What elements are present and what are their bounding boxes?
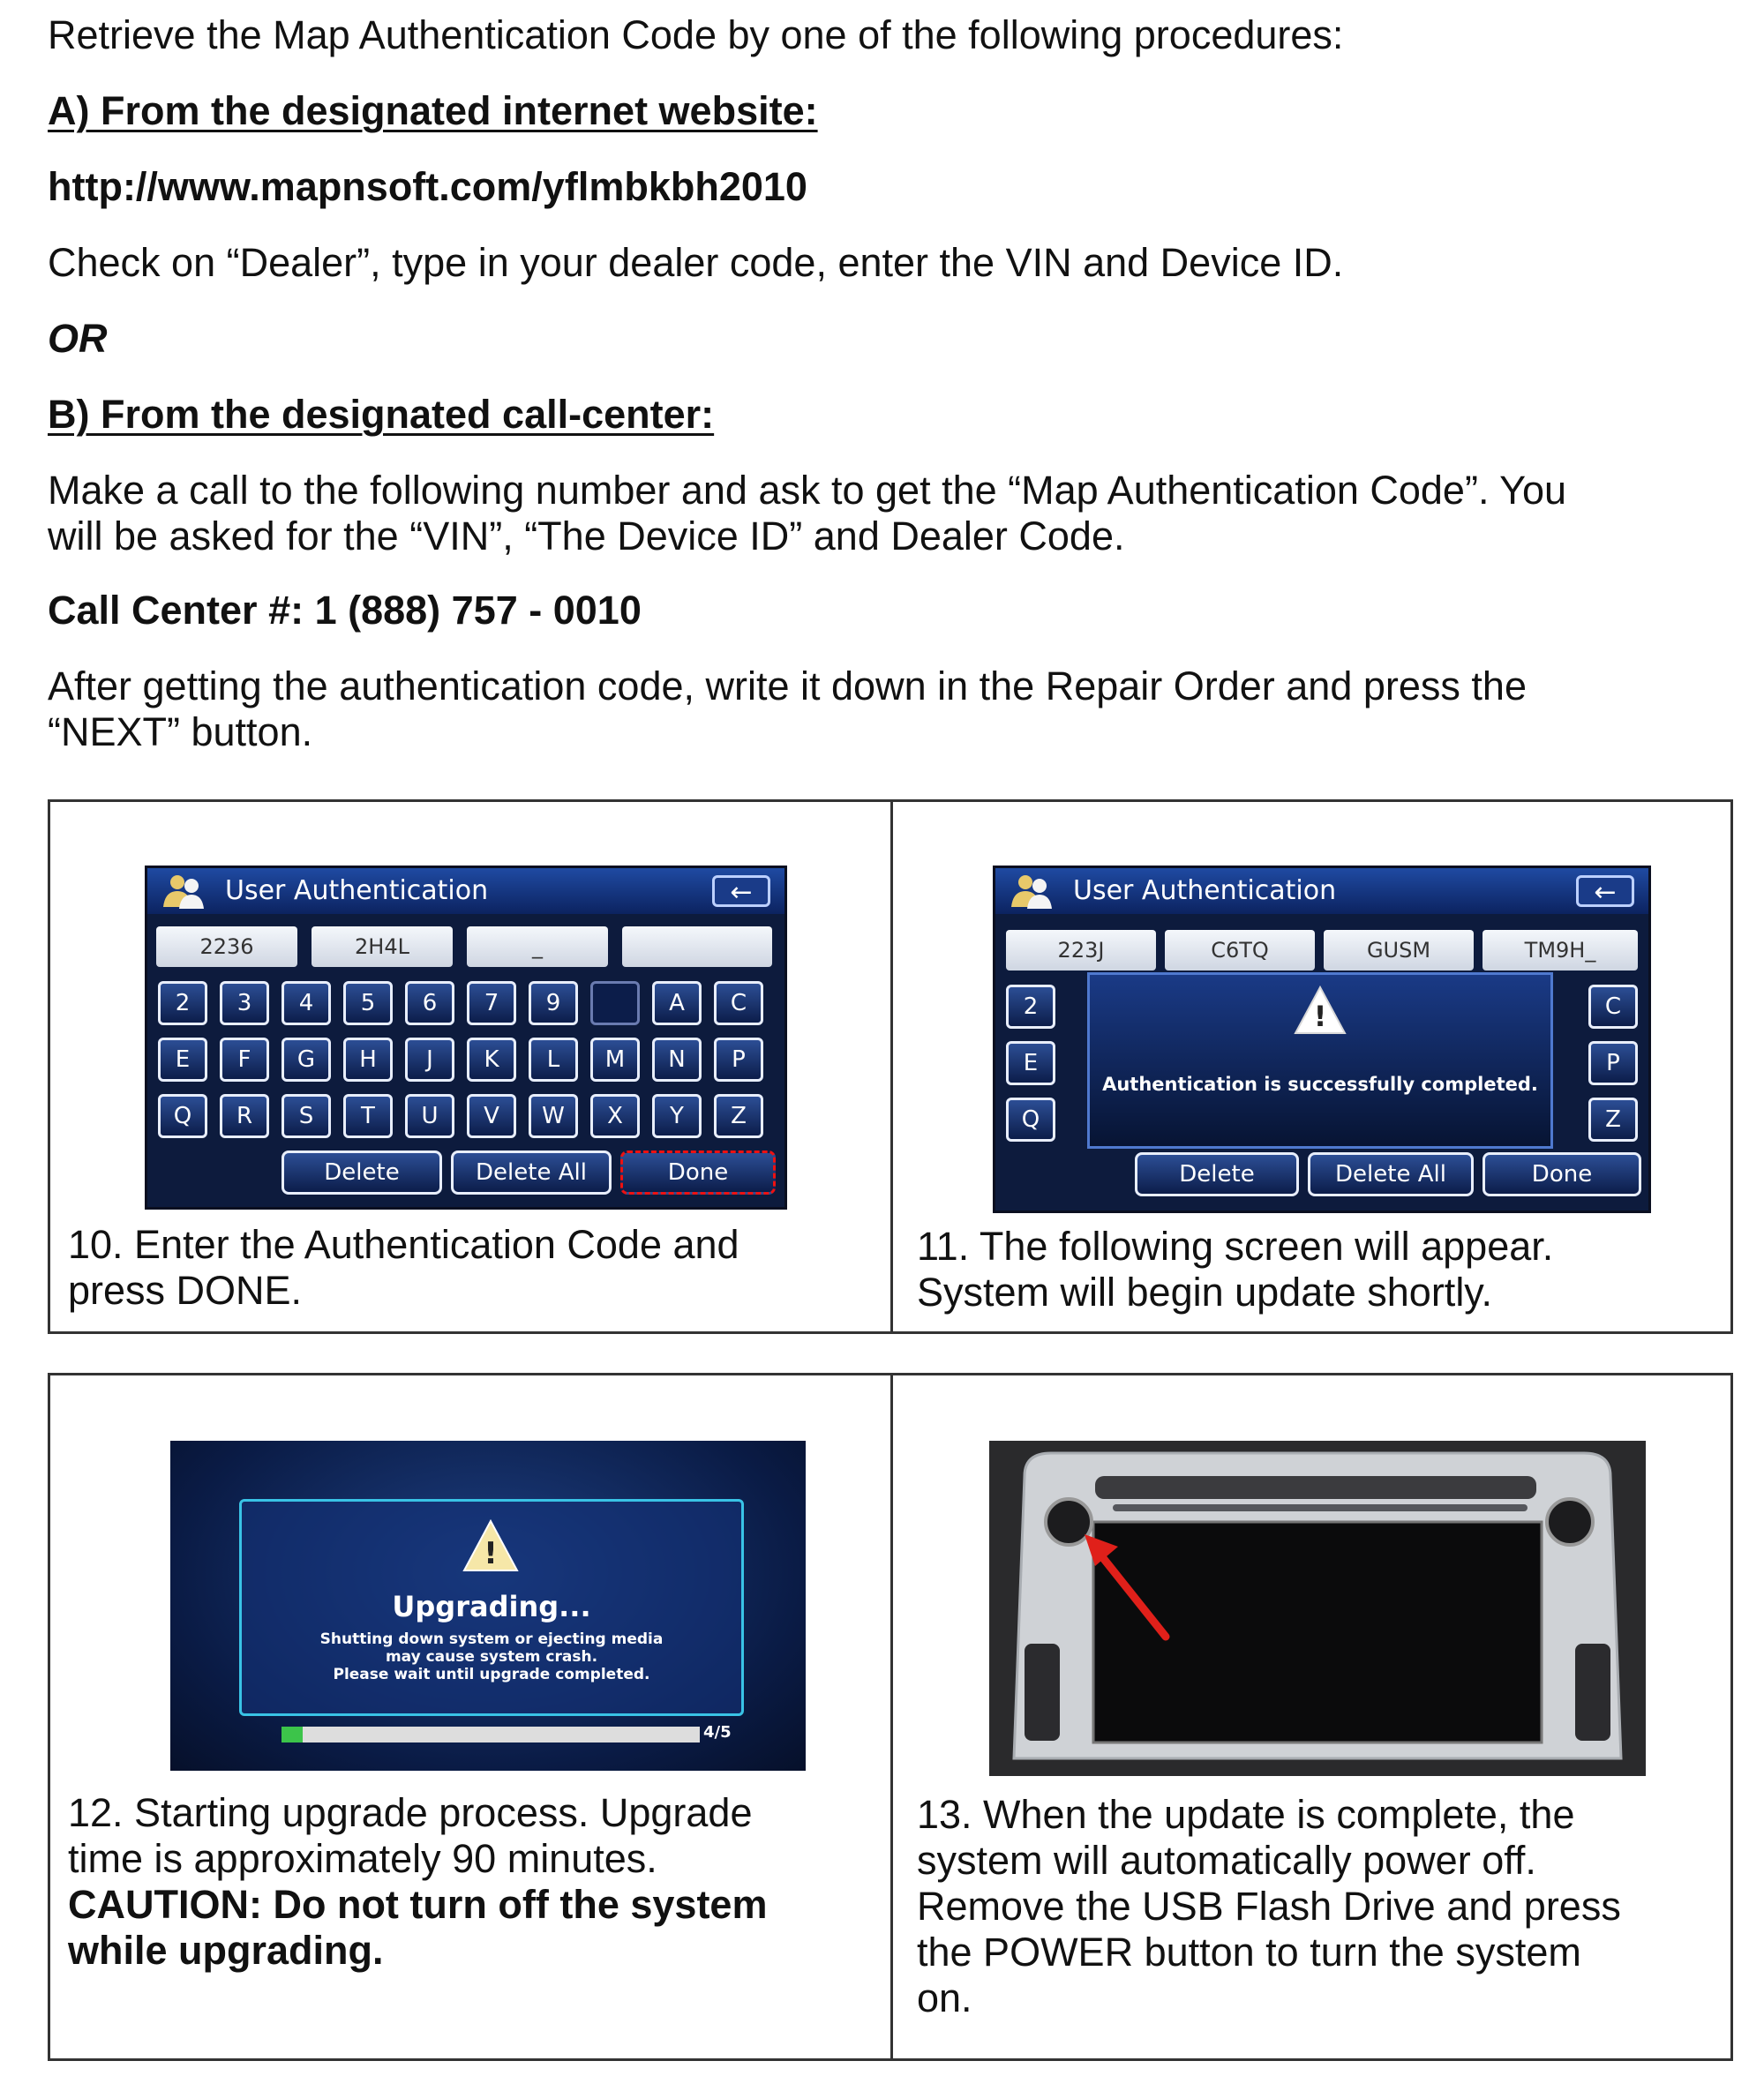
or-separator: OR <box>48 316 108 361</box>
key[interactable]: 2 <box>158 981 207 1025</box>
users-icon <box>158 873 211 909</box>
code-field-1: 223J <box>1006 930 1156 971</box>
success-message: Authentication is successfully completed. <box>1102 1074 1538 1095</box>
upgrade-line-3: Please wait until upgrade completed. <box>333 1666 650 1683</box>
key[interactable]: U <box>405 1094 454 1138</box>
key[interactable]: V <box>467 1094 516 1138</box>
upgrade-line-2: may cause system crash. <box>385 1648 598 1666</box>
step-13-line-3: Remove the USB Flash Drive and press <box>917 1884 1621 1929</box>
key[interactable]: 6 <box>405 981 454 1025</box>
key[interactable]: S <box>281 1094 331 1138</box>
key[interactable]: 4 <box>281 981 331 1025</box>
screen-title: User Authentication <box>225 875 489 906</box>
key[interactable]: F <box>220 1038 269 1082</box>
delete-button[interactable]: Delete <box>281 1150 442 1195</box>
screen-titlebar <box>147 868 784 914</box>
key: 2 <box>1006 985 1055 1029</box>
key[interactable]: Q <box>158 1094 207 1138</box>
upgrade-progress-bar <box>281 1727 700 1742</box>
section-b-instruction-1: Make a call to the following number and ask to get the “Map Authentication Code”. You <box>48 468 1567 513</box>
key: E <box>1006 1041 1055 1085</box>
key[interactable]: M <box>590 1038 640 1082</box>
screen-title: User Authentication <box>1073 875 1337 906</box>
key[interactable]: 7 <box>467 981 516 1025</box>
success-dialog <box>1087 972 1553 1149</box>
key[interactable]: A <box>652 981 702 1025</box>
key[interactable]: P <box>714 1038 763 1082</box>
after-text-2: “NEXT” button. <box>48 709 313 754</box>
step-10-line-2: press DONE. <box>68 1268 303 1313</box>
key[interactable]: Z <box>714 1094 763 1138</box>
done-button[interactable]: Done <box>620 1150 776 1195</box>
key[interactable]: J <box>405 1038 454 1082</box>
step-13-line-5: on. <box>917 1975 972 2020</box>
delete-button[interactable]: Delete <box>1135 1152 1299 1196</box>
back-button[interactable]: ← <box>1576 875 1634 907</box>
screen-auth-success <box>993 866 1651 1213</box>
key[interactable]: L <box>529 1038 578 1082</box>
call-center-number: Call Center #: 1 (888) 757 - 0010 <box>48 588 642 633</box>
key[interactable]: H <box>343 1038 393 1082</box>
step-12-caution-2: while upgrading. <box>68 1928 384 1973</box>
key: C <box>1588 985 1638 1029</box>
step-11-line-2: System will begin update shortly. <box>917 1270 1492 1315</box>
progress-label: 4/5 <box>703 1723 732 1742</box>
key[interactable]: R <box>220 1094 269 1138</box>
code-field-4: TM9H_ <box>1483 930 1638 971</box>
key[interactable]: 9 <box>529 981 578 1025</box>
section-b-heading: B) From the designated call-center: <box>48 392 715 437</box>
upgrade-warning-text <box>242 1630 741 1683</box>
key[interactable]: C <box>714 981 763 1025</box>
delete-all-button[interactable]: Delete All <box>451 1150 612 1195</box>
upgrade-line-1: Shutting down system or ejecting media <box>319 1630 664 1648</box>
back-button[interactable]: ← <box>712 875 770 907</box>
upgrade-dialog <box>239 1499 744 1716</box>
code-field-4[interactable] <box>622 926 772 967</box>
step-12-caution-1: CAUTION: Do not turn off the system <box>68 1882 768 1927</box>
tune-knob-icon <box>1547 1499 1593 1545</box>
key[interactable]: K <box>467 1038 516 1082</box>
step-10-line-1: 10. Enter the Authentication Code and <box>68 1222 739 1267</box>
code-field-2: C6TQ <box>1165 930 1315 971</box>
key[interactable]: 3 <box>220 981 269 1025</box>
section-b-instruction-2: will be asked for the “VIN”, “The Device ID” and Dealer Code. <box>48 513 1125 558</box>
key-blank <box>590 981 640 1025</box>
after-text-1: After getting the authentication code, write it down in the Repair Order and press the <box>48 663 1527 708</box>
key[interactable]: E <box>158 1038 207 1082</box>
website-url[interactable]: http://www.mapnsoft.com/yflmbkbh2010 <box>48 164 807 209</box>
code-field-3: GUSM <box>1324 930 1474 971</box>
code-field-2[interactable]: 2H4L <box>312 926 453 967</box>
steps-table-1 <box>48 799 1733 1334</box>
key[interactable]: W <box>529 1094 578 1138</box>
code-field-3[interactable]: _ <box>467 926 608 967</box>
head-unit-photo <box>989 1441 1646 1776</box>
done-button[interactable]: Done <box>1483 1152 1641 1196</box>
steps-table-2 <box>48 1373 1733 2061</box>
screen-upgrading <box>170 1441 806 1771</box>
step-12-line-2: time is approximately 90 minutes. <box>68 1836 657 1881</box>
step-12-line-1: 12. Starting upgrade process. Upgrade <box>68 1790 753 1835</box>
key[interactable]: T <box>343 1094 393 1138</box>
key[interactable]: N <box>652 1038 702 1082</box>
upgrade-title: Upgrading... <box>392 1590 591 1623</box>
table-divider <box>890 802 893 1331</box>
delete-all-button[interactable]: Delete All <box>1308 1152 1474 1196</box>
code-field-1[interactable]: 2236 <box>156 926 297 967</box>
table-divider <box>890 1375 893 2058</box>
key: P <box>1588 1041 1638 1085</box>
key[interactable]: G <box>281 1038 331 1082</box>
screen-titlebar <box>995 868 1648 914</box>
warning-glyph: ! <box>1313 1000 1327 1033</box>
warning-glyph: ! <box>484 1536 498 1571</box>
section-a-instruction: Check on “Dealer”, type in your dealer code, enter the VIN and Device ID. <box>48 240 1344 285</box>
progress-fill <box>281 1727 303 1742</box>
key: Q <box>1006 1098 1055 1142</box>
screen-user-auth-keyboard <box>145 866 787 1210</box>
power-knob-icon <box>1046 1499 1092 1545</box>
step-13-line-2: system will automatically power off. <box>917 1838 1536 1883</box>
step-13-line-4: the POWER button to turn the system <box>917 1930 1581 1975</box>
warning-triangle-icon <box>1294 986 1347 1035</box>
key: Z <box>1588 1098 1638 1142</box>
step-11-line-1: 11. The following screen will appear. <box>917 1224 1554 1269</box>
key[interactable]: X <box>590 1094 640 1138</box>
key[interactable]: Y <box>652 1094 702 1138</box>
key[interactable]: 5 <box>343 981 393 1025</box>
intro-text: Retrieve the Map Authentication Code by one of the following procedures: <box>48 12 1344 57</box>
step-13-line-1: 13. When the update is complete, the <box>917 1792 1575 1837</box>
warning-triangle-icon <box>462 1519 519 1574</box>
users-icon <box>1006 873 1059 909</box>
section-a-heading: A) From the designated internet website: <box>48 88 818 133</box>
